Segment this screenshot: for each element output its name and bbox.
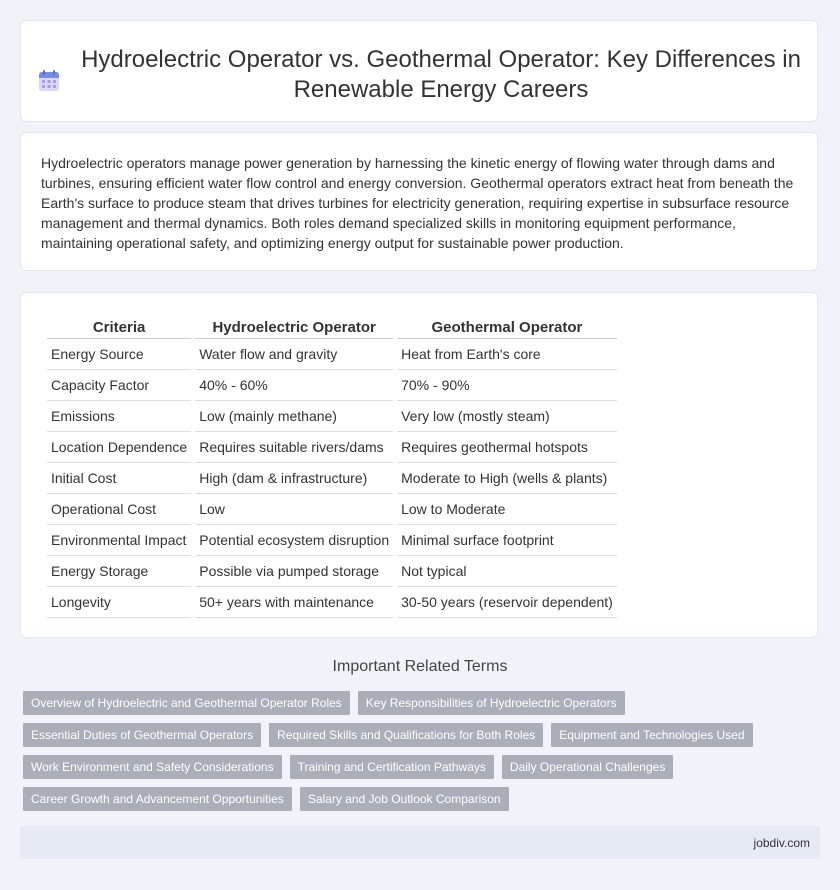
table-cell: 70% - 90%	[397, 370, 617, 401]
table-cell: Longevity	[47, 587, 191, 618]
column-header: Criteria	[47, 315, 191, 339]
related-term-tag[interactable]: Daily Operational Challenges	[502, 755, 673, 779]
table-row	[47, 401, 617, 432]
related-term-tag[interactable]: Salary and Job Outlook Comparison	[300, 787, 509, 811]
table-cell: Low (mainly methane)	[195, 401, 393, 432]
table-cell: Low	[195, 494, 393, 525]
table-cell: Capacity Factor	[47, 370, 191, 401]
table-cell: Energy Storage	[47, 556, 191, 587]
related-term-tag[interactable]: Work Environment and Safety Considerations	[23, 755, 282, 779]
table-cell: Moderate to High (wells & plants)	[397, 463, 617, 494]
table-cell: Not typical	[397, 556, 617, 587]
table-cell: 40% - 60%	[195, 370, 393, 401]
intro-card	[20, 132, 818, 271]
table-cell: Initial Cost	[47, 463, 191, 494]
related-term-tag[interactable]: Career Growth and Advancement Opportunities	[23, 787, 292, 811]
table-row	[47, 339, 617, 370]
related-term-tag[interactable]: Essential Duties of Geothermal Operators	[23, 723, 261, 747]
table-cell: Requires geothermal hotspots	[397, 432, 617, 463]
related-term-tag[interactable]: Key Responsibilities of Hydroelectric Operators	[358, 691, 625, 715]
table-cell: Environmental Impact	[47, 525, 191, 556]
table-cell: Very low (mostly steam)	[397, 401, 617, 432]
page-title: Hydroelectric Operator vs. Geothermal Operator: Key Differences in Renewable Energy Careers	[81, 46, 801, 103]
table-cell: Location Dependence	[47, 432, 191, 463]
related-term-tag[interactable]: Overview of Hydroelectric and Geothermal Operator Roles	[23, 691, 350, 715]
table-header-row	[47, 315, 617, 339]
table-cell: High (dam & infrastructure)	[195, 463, 393, 494]
table-cell: Emissions	[47, 401, 191, 432]
table-cell: Heat from Earth's core	[397, 339, 617, 370]
table-cell: Energy Source	[47, 339, 191, 370]
table-row	[47, 370, 617, 401]
table-cell: Potential ecosystem disruption	[195, 525, 393, 556]
table-row	[47, 587, 617, 618]
comparison-table-card	[20, 292, 818, 638]
related-terms-heading: Important Related Terms	[332, 658, 508, 675]
column-header: Geothermal Operator	[397, 315, 617, 339]
related-term-tag[interactable]: Equipment and Technologies Used	[551, 723, 752, 747]
related-term-tag[interactable]: Training and Certification Pathways	[290, 755, 494, 779]
table-row	[47, 556, 617, 587]
table-cell: Operational Cost	[47, 494, 191, 525]
header-card	[20, 20, 818, 122]
table-cell: Possible via pumped storage	[195, 556, 393, 587]
table-cell: 50+ years with maintenance	[195, 587, 393, 618]
footer-site-link[interactable]: jobdiv.com	[753, 836, 810, 850]
table-row	[47, 463, 617, 494]
column-header: Hydroelectric Operator	[195, 315, 393, 339]
related-terms-list	[23, 691, 813, 819]
table-cell: Requires suitable rivers/dams	[195, 432, 393, 463]
table-cell: Water flow and gravity	[195, 339, 393, 370]
table-row	[47, 525, 617, 556]
table-row	[47, 432, 617, 463]
footer	[20, 826, 820, 859]
comparison-table	[43, 315, 621, 618]
intro-paragraph: Hydroelectric operators manage power generation by harnessing the kinetic energy of flowing water through dams and turbines, ensuring efficient water flow control and energy conversion. Geothermal operators extract heat from beneath the Earth's surface to produce steam that drives turbines for electricity generation, requiring expertise in subsurface resource management and thermal dynamics. Both roles demand specialized skills in monitoring equipment performance, maintaining operational safety, and optimizing energy output for sustainable power production.	[41, 155, 794, 251]
table-cell: Minimal surface footprint	[397, 525, 617, 556]
related-term-tag[interactable]: Required Skills and Qualifications for Both Roles	[269, 723, 543, 747]
table-cell: Low to Moderate	[397, 494, 617, 525]
table-row	[47, 494, 617, 525]
calendar-icon	[37, 69, 61, 93]
table-cell: 30-50 years (reservoir dependent)	[397, 587, 617, 618]
